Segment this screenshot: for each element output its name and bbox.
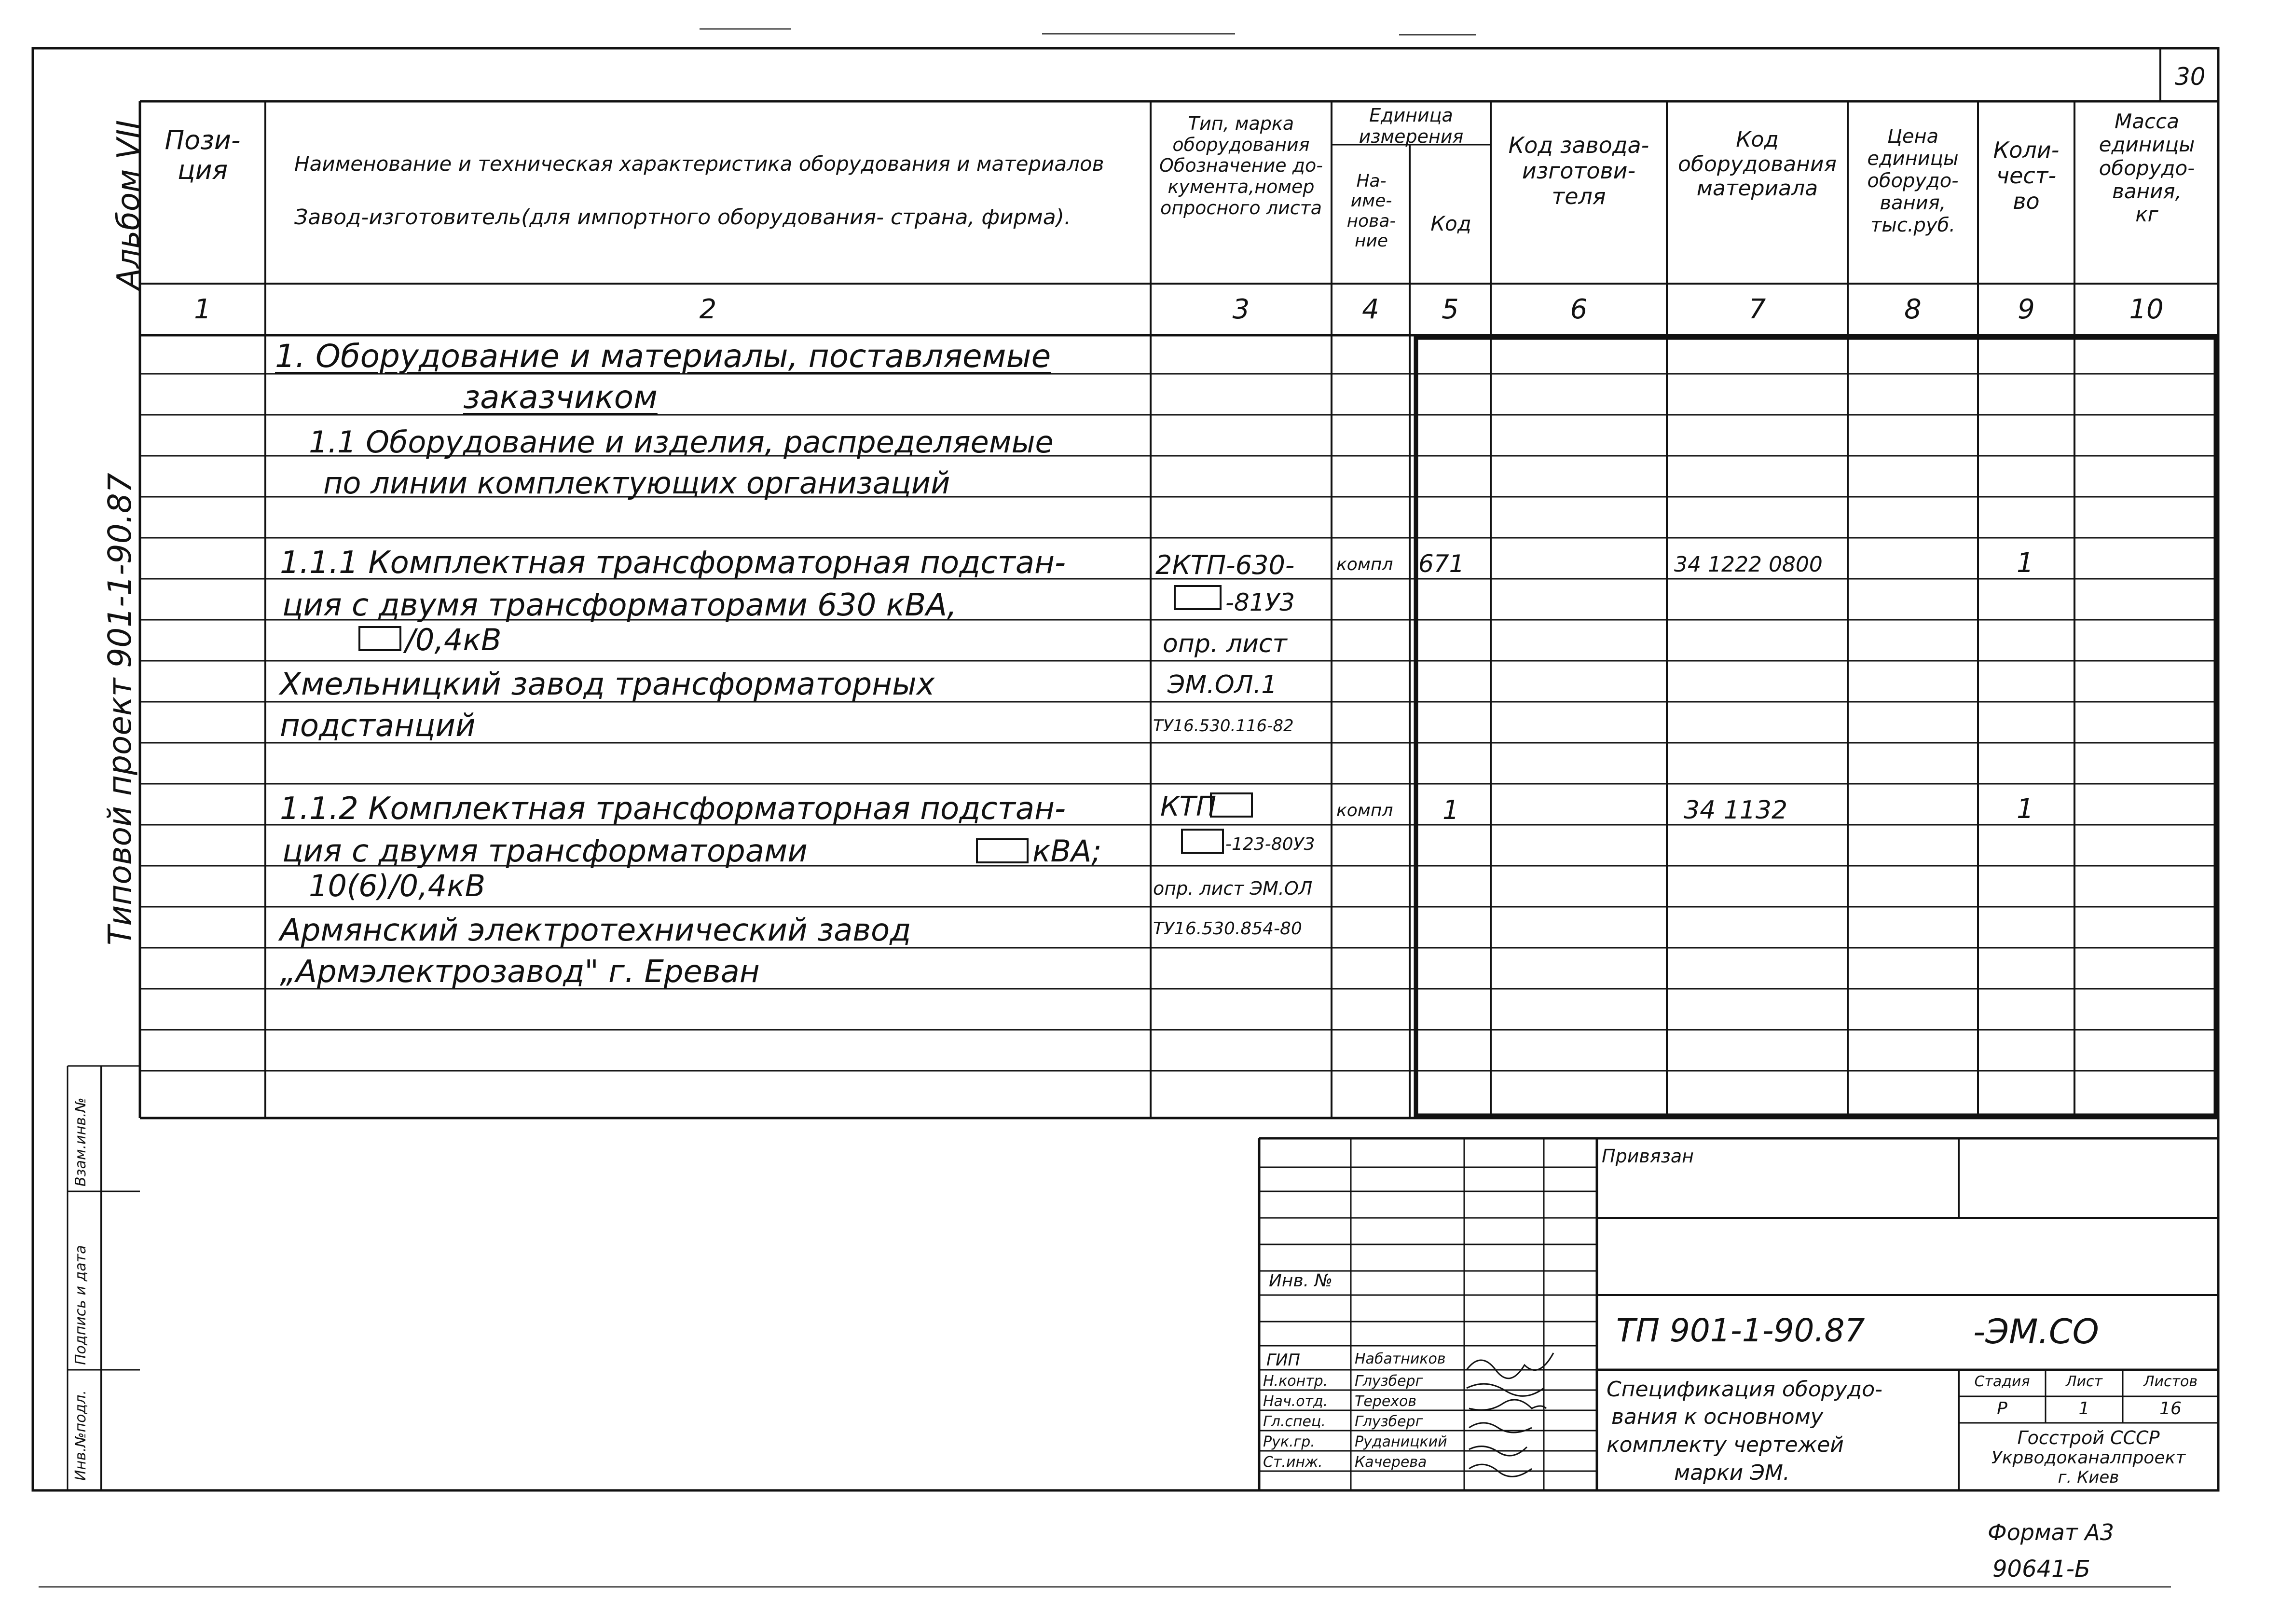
stage-value: Р bbox=[1997, 1399, 2007, 1419]
sheet-number: 30 bbox=[2175, 63, 2206, 91]
subsection-1-1-line1: 1.1 Оборудование и изделия, распределяемые bbox=[309, 424, 1054, 460]
item-1-1-2-unit-code: 1 bbox=[1442, 795, 1459, 825]
org-line1: Госстрой СССР bbox=[2017, 1427, 2160, 1448]
item-1-1-2-line2b: кВА; bbox=[1032, 833, 1102, 869]
colnum-10: 10 bbox=[2129, 294, 2164, 325]
signer-role: Н.контр. bbox=[1263, 1373, 1328, 1390]
item-1-1-1-doc2: ЭМ.ОЛ.1 bbox=[1167, 670, 1277, 699]
signer-name: Набатников bbox=[1355, 1351, 1446, 1367]
item-1-1-1-qty: 1 bbox=[2017, 547, 2034, 579]
colnum-8: 8 bbox=[1904, 294, 1922, 325]
item-1-1-1-line3: /0,4кВ bbox=[405, 622, 502, 657]
item-1-1-1-tu: ТУ16.530.116-82 bbox=[1153, 716, 1294, 736]
item-1-1-2-unit: компл bbox=[1336, 801, 1393, 820]
stamp-inv-podl: Инв.№подл. bbox=[72, 1390, 89, 1481]
lists-value: 16 bbox=[2159, 1399, 2182, 1419]
signer-role: Нач.отд. bbox=[1263, 1393, 1328, 1410]
item-1-1-1-type2: -81У3 bbox=[1225, 588, 1295, 616]
item-1-1-2-equip-code: 34 1132 bbox=[1684, 796, 1788, 825]
signer-role: Ст.инж. bbox=[1263, 1454, 1323, 1471]
signer-role: Рук.гр. bbox=[1263, 1433, 1315, 1450]
header-manuf-code: Код завода- изготови- теля bbox=[1508, 132, 1649, 209]
subsection-1-1-line2: по линии комплектующих организаций bbox=[323, 465, 950, 501]
header-unit-code: Код bbox=[1430, 212, 1471, 235]
header-name-line1: Наименование и техническая характеристика оборудования и материалов bbox=[294, 152, 1104, 176]
item-1-1-1-unit: компл bbox=[1336, 555, 1393, 574]
org-line2: Укрводоканалпроект bbox=[1991, 1448, 2186, 1468]
item-1-1-2-line5: „Армэлектрозавод" г. Ереван bbox=[280, 954, 760, 990]
format-label: Формат А3 bbox=[1988, 1519, 2114, 1545]
stage-header: Стадия bbox=[1974, 1373, 2030, 1390]
doc-title-l3: комплекту чертежей bbox=[1607, 1433, 1844, 1457]
colnum-1: 1 bbox=[194, 294, 211, 325]
item-1-1-1-equip-code: 34 1222 0800 bbox=[1674, 552, 1823, 577]
signer-name: Качерева bbox=[1355, 1454, 1427, 1471]
archive-number: 90641-Б bbox=[1992, 1556, 2090, 1583]
item-1-1-1-line5: подстанций bbox=[280, 708, 476, 744]
colnum-5: 5 bbox=[1442, 294, 1459, 325]
item-1-1-2-doc1: опр. лист ЭМ.ОЛ bbox=[1153, 878, 1313, 899]
privyazan-label: Привязан bbox=[1602, 1146, 1694, 1167]
item-1-1-2-line4: Армянский электротехнический завод bbox=[280, 913, 911, 948]
stamp-vzam: Взам.инв.№ bbox=[72, 1097, 89, 1187]
colnum-9: 9 bbox=[2018, 294, 2035, 325]
item-1-1-2-line3: 10(6)/0,4кВ bbox=[309, 868, 486, 903]
header-units: Единица измерения bbox=[1359, 105, 1464, 147]
item-1-1-2-type2: -123-80У3 bbox=[1225, 834, 1315, 854]
doc-code: ТП 901-1-90.87 bbox=[1616, 1312, 1865, 1349]
signer-name: Руданицкий bbox=[1355, 1433, 1447, 1450]
signer-role: ГИП bbox=[1266, 1351, 1300, 1370]
header-position: Пози- ция bbox=[165, 125, 241, 186]
colnum-3: 3 bbox=[1232, 294, 1250, 325]
item-1-1-1-line2: ция с двумя трансформаторами 630 кВА, bbox=[282, 587, 957, 623]
header-quantity: Коли- чест- во bbox=[1993, 137, 2060, 214]
header-mass: Масса единицы оборудо- вания, кг bbox=[2099, 109, 2195, 227]
item-1-1-2-qty: 1 bbox=[2017, 793, 2034, 825]
item-1-1-1-line1: 1.1.1 Комплектная трансформаторная подстан- bbox=[280, 545, 1066, 581]
item-1-1-2-type: КТП bbox=[1160, 791, 1217, 822]
list-header: Лист bbox=[2065, 1373, 2103, 1390]
header-type: Тип, марка оборудования Обозначение до- кумента,номер опросного листа bbox=[1159, 113, 1323, 218]
doc-title-l2: вания к основному bbox=[1611, 1405, 1823, 1429]
section-1-line1: 1. Оборудование и материалы, поставляемые bbox=[275, 338, 1051, 375]
item-1-1-1-doc1: опр. лист bbox=[1163, 629, 1287, 658]
doc-code-suffix: -ЭМ.СО bbox=[1973, 1312, 2099, 1351]
lists-header: Листов bbox=[2143, 1373, 2198, 1390]
signer-role: Гл.спец. bbox=[1263, 1413, 1326, 1430]
section-1-line2: заказчиком bbox=[463, 379, 658, 416]
list-value: 1 bbox=[2078, 1399, 2090, 1419]
item-1-1-1-unit-code: 671 bbox=[1418, 550, 1465, 578]
org-line3: г. Киев bbox=[2058, 1468, 2119, 1487]
inv-no-label: Инв. № bbox=[1269, 1271, 1333, 1291]
item-1-1-2-tu: ТУ16.530.854-80 bbox=[1153, 919, 1302, 939]
doc-title-l4: марки ЭМ. bbox=[1674, 1460, 1790, 1485]
signer-name: Глузберг bbox=[1355, 1413, 1423, 1430]
stamp-podpis: Подпись и дата bbox=[72, 1245, 89, 1365]
doc-title-l1: Спецификация оборудо- bbox=[1607, 1377, 1883, 1402]
item-1-1-2-line1: 1.1.2 Комплектная трансформаторная подстан- bbox=[280, 791, 1066, 827]
album-label: Альбом VII bbox=[111, 120, 147, 289]
header-name-line2: Завод-изготовитель(для импортного оборудования- страна, фирма). bbox=[294, 205, 1071, 230]
project-label: Типовой проект 901-1-90.87 bbox=[101, 473, 138, 945]
colnum-2: 2 bbox=[699, 294, 717, 325]
colnum-4: 4 bbox=[1362, 294, 1379, 325]
colnum-7: 7 bbox=[1748, 294, 1766, 325]
item-1-1-1-type: 2КТП-630- bbox=[1155, 550, 1295, 580]
colnum-6: 6 bbox=[1570, 294, 1588, 325]
signer-name: Глузберг bbox=[1355, 1373, 1423, 1390]
header-equip-code: Код оборудования материала bbox=[1677, 127, 1837, 201]
item-1-1-2-line2: ция с двумя трансформаторами bbox=[282, 833, 808, 869]
signer-name: Терехов bbox=[1355, 1393, 1417, 1410]
item-1-1-1-line4: Хмельницкий завод трансформаторных bbox=[280, 667, 935, 702]
header-price: Цена единицы оборудо- вания, тыс.руб. bbox=[1867, 125, 1959, 236]
header-unit-name: На- име- нова- ние bbox=[1346, 171, 1396, 251]
